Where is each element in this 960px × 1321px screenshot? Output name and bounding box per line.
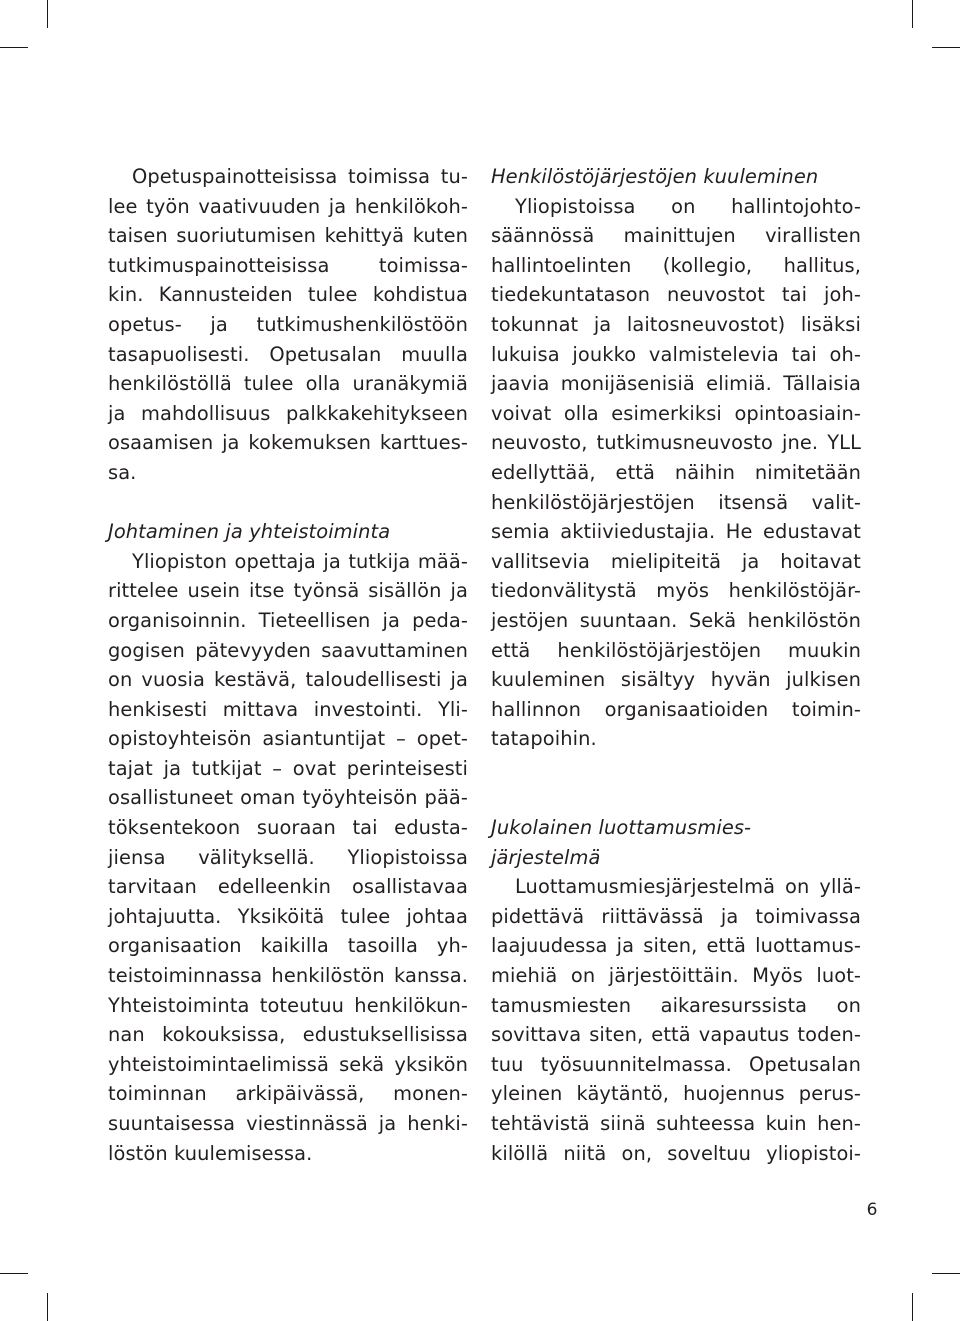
text-line: Opetuspainotteisissa toimissa tu-	[132, 165, 468, 188]
text-line: yhteistoimintaelimissä sekä yksikön	[108, 1052, 468, 1076]
crop-mark	[932, 47, 960, 48]
text-line: hallinnon organisaatioiden toimin-	[491, 697, 861, 721]
crop-mark	[47, 1293, 48, 1321]
text-line: jestöjen suuntaan. Sekä henkilöstön	[491, 608, 861, 632]
text-line: pidettävä riittävässä ja toimivassa	[491, 904, 861, 928]
section-heading-henkilostojarjestojen: Henkilöstöjärjestöjen kuuleminen	[491, 165, 819, 188]
left-column	[108, 162, 468, 1168]
text-line: sovittava siten, että vapautus toden-	[491, 1023, 861, 1047]
crop-mark	[912, 0, 913, 28]
text-line: henkilöstöllä tulee olla uranäkymiä	[108, 372, 468, 396]
text-line: johtajuutta. Yksiköitä tulee johtaa	[108, 904, 468, 928]
text-line: Yhteistoiminta toteutuu henkilökun-	[108, 993, 468, 1017]
paragraph-gap	[108, 488, 468, 518]
text-line: lee työn vaativuuden ja henkilökoh-	[108, 194, 468, 218]
text-line: tokunnat ja laitosneuvostot) lisäksi	[491, 312, 861, 336]
crop-mark	[912, 1293, 913, 1321]
section-heading-luottamusmies: Jukolainen luottamusmies-	[491, 816, 752, 840]
text-line: töksentekoon suoraan tai edusta-	[108, 816, 468, 840]
text-line: jaavia monijäsenisiä elimiä. Tällaisia	[491, 372, 861, 396]
page-number: 6	[866, 1200, 878, 1220]
text-line: tamusmiesten aikaresurssista on	[491, 993, 861, 1017]
text-line: yleinen käytäntö, huojennus perus-	[491, 1082, 861, 1106]
text-line: löstön kuulemisessa.	[108, 1141, 313, 1165]
text-line: kilöllä niitä on, soveltuu yliopistoi-	[491, 1141, 861, 1165]
text-line: miehiä on järjestöittäin. Myös luot-	[491, 964, 861, 988]
text-line: kuuleminen sisältyy hyvän julkisen	[491, 668, 861, 692]
text-line: säännössä mainittujen virallisten	[491, 224, 861, 248]
text-line: semia aktiiviedustajia. He edustavat	[491, 520, 861, 544]
paragraph-opetuspainotteisissa	[108, 162, 468, 488]
text-line: tasapuolisesti. Opetusalan muulla	[108, 342, 468, 366]
text-line: tehtävistä siinä suhteessa kuin hen-	[491, 1112, 861, 1135]
text-line: henkilöstöjärjestöjen itsensä valit-	[491, 490, 861, 514]
text-line: osallistuneet oman työyhteisön pää-	[108, 786, 468, 810]
text-line: hallintoelinten (kollegio, hallitus,	[491, 253, 861, 277]
text-line: tatapoihin.	[491, 727, 597, 751]
text-line: organisoinnin. Tieteellisen ja peda-	[108, 608, 468, 632]
section-heading-luottamusmies: järjestelmä	[491, 845, 601, 869]
paragraph-luottamusmies	[491, 872, 861, 1168]
text-line: lukuisa joukko valmistelevia tai oh-	[491, 342, 861, 366]
text-line: nan kokouksissa, edustuksellisissa	[108, 1023, 468, 1047]
text-line: kin. Kannusteiden tulee kohdistua	[108, 283, 468, 307]
text-line: osaamisen ja kokemuksen karttues-	[108, 431, 468, 455]
text-line: taisen suoriutumisen kehittyä kuten	[108, 224, 468, 248]
crop-mark	[0, 47, 28, 48]
paragraph-gap	[491, 754, 861, 784]
text-line: edellyttää, että näihin nimitetään	[491, 460, 861, 484]
text-line: rittelee usein itse työnsä sisällön ja	[108, 579, 468, 603]
crop-mark	[47, 0, 48, 28]
text-line: Yliopistoissa on hallintojohto-	[515, 194, 861, 218]
text-line: vallitsevia mielipiteitä ja hoitavat	[491, 549, 861, 573]
text-line: gogisen pätevyyden saavuttaminen	[108, 638, 468, 662]
text-line: Luottamusmiesjärjestelmä on yllä-	[515, 875, 861, 899]
text-line: organisaation kaikilla tasoilla yh-	[108, 934, 468, 958]
text-line: suuntaisessa viestinnässä ja henki-	[108, 1112, 468, 1135]
text-line: opetus- ja tutkimushenkilöstöön	[108, 312, 468, 336]
right-column	[491, 162, 861, 1168]
text-line: tajat ja tutkijat – ovat perinteisesti	[108, 756, 468, 780]
paragraph-gap	[491, 783, 861, 813]
text-line: sa.	[108, 460, 137, 484]
text-line: voivat olla esimerkiksi opintoasiain-	[491, 401, 861, 425]
text-line: tarvitaan edelleenkin osallistavaa	[108, 875, 468, 899]
text-line: Yliopiston opettaja ja tutkija mää-	[132, 549, 468, 573]
paragraph-henkilostojarjestojen	[491, 192, 861, 754]
text-line: opistoyhteisön asiantuntijat – opet-	[108, 727, 468, 751]
crop-mark	[932, 1273, 960, 1274]
text-line: että henkilöstöjärjestöjen muukin	[491, 638, 861, 662]
crop-mark	[0, 1273, 28, 1274]
text-line: laajuudessa ja siten, että luottamus-	[491, 934, 861, 958]
text-line: on vuosia kestävä, taloudellisesti ja	[108, 668, 468, 692]
text-line: tutkimuspainotteisissa toimissa-	[108, 253, 468, 277]
text-line: henkisesti mittava investointi. Yli-	[108, 697, 468, 721]
paragraph-johtaminen	[108, 547, 468, 1168]
text-line: ja mahdollisuus palkkakehitykseen	[108, 401, 468, 425]
text-line: tiedekuntatason neuvostot tai joh-	[491, 283, 861, 307]
text-line: tuu työsuunnitelmassa. Opetusalan	[491, 1052, 861, 1076]
section-heading-johtaminen: Johtaminen ja yhteistoiminta	[108, 520, 391, 544]
text-line: jiensa välityksellä. Yliopistoissa	[108, 845, 468, 869]
text-line: neuvosto, tutkimusneuvosto jne. YLL	[491, 431, 861, 455]
text-line: toiminnan arkipäivässä, monen-	[108, 1082, 468, 1106]
text-line: tiedonvälitystä myös henkilöstöjär-	[491, 579, 861, 603]
text-line: teistoiminnassa henkilöstön kanssa.	[108, 964, 468, 988]
